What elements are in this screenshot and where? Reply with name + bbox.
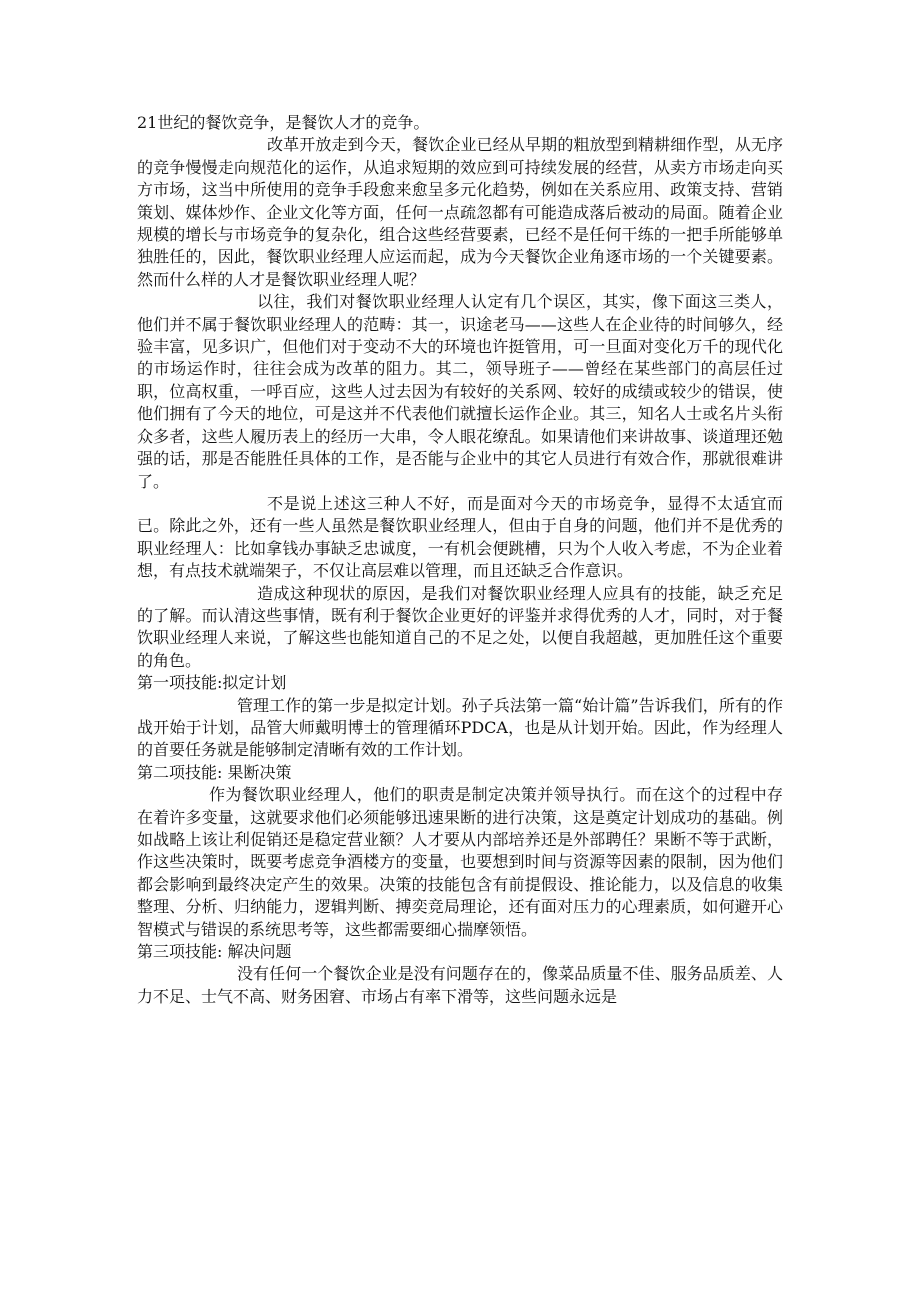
section-heading-3: 第三项技能: 解决问题 xyxy=(137,942,292,962)
paragraph-planning: 管理工作的第一步是拟定计划。孙子兵法第一篇“始计篇”告诉我们，所有的作战开始于计划，品管大师戴明博士的管理循环PDCA，也是从计划开始。因此，作为经理人的首要任务就是能够制定清晰有效的工作计划。 xyxy=(137,695,783,760)
paragraph-reform: 改革开放走到今天，餐饮企业已经从早期的粗放型到精耕细作型，从无序的竞争慢慢走向规范化的运作，从追求短期的效应到可持续发展的经营，从卖方市场走向买方市场，这当中所使用的竞争手段愈来愈呈多元化趋势，例如在关系应用、政策支持、营销策划、媒体炒作、企业文化等方面，任何一点疏忽都有可能造成落后被动的局面。随着企业规模的增长与市场竞争的复杂化，组合这些经营要素，已经不是任何干练的一把手所能够单独胜任的，因此，餐饮职业经理人应运而起，成为今天餐饮企业角逐市场的一个关键要素。然而什么样的人才是餐饮职业经理人呢？ xyxy=(137,135,783,289)
section-heading-2: 第二项技能: 果断决策 xyxy=(137,762,292,782)
paragraph-misconceptions: 以往，我们对餐饮职业经理人认定有几个误区，其实，像下面这三类人，他们并不属于餐饮职业经理人的范畴：其一，识途老马——这些人在企业待的时间够久，经验丰富，见多识广，但他们对于变动不大的环境也许挺管用，可一旦面对变化万千的现代化的市场运作时，往往会成为改革的阻力。其二，领导班子——曾经在某些部门的高层任过职，位高权重，一呼百应，这些人过去因为有较好的关系网、较好的成绩或较少的错误，使他们拥有了今天的地位，可是这并不代表他们就擅长运作企业。其三，知名人士或名片头衔众多者，这些人履历表上的经历一大串，令人眼花缭乱。如果请他们来讲故事、谈道理还勉强的话，那是否能胜任具体的工作，是否能与企业中的其它人员进行有效合作，那就很难讲了。 xyxy=(137,292,783,491)
paragraph-problem-solving: 没有任何一个餐饮企业是没有问题存在的，像菜品质量不佳、服务品质差、人力不足、士气不高、财务困窘、市场占有率下滑等，这些问题永远是 xyxy=(137,964,783,1006)
section-heading-1: 第一项技能:拟定计划 xyxy=(137,673,287,693)
paragraph-causes: 造成这种现状的原因，是我们对餐饮职业经理人应具有的技能，缺乏充足的了解。而认清这些事情，既有利于餐饮企业更好的评鉴并求得优秀的人才，同时，对于餐饮职业经理人来说，了解这些也能知道自己的不足之处，以便自我超越，更加胜任这个重要的角色。 xyxy=(137,583,783,670)
document-body xyxy=(137,112,783,1008)
intro-line: 21世纪的餐饮竞争，是餐饮人才的竞争。 xyxy=(137,113,430,132)
paragraph-decision: 作为餐饮职业经理人，他们的职责是制定决策并领导执行。而在这个的过程中存在着许多变量，这就要求他们必须能够迅速果断的进行决策，这是奠定计划成功的基础。例如战略上该让利促销还是稳定营业额？人才要从内部培养还是外部聘任？果断不等于武断，作这些决策时，既要考虑竞争酒楼方的变量，也要想到时间与资源等因素的限制，因为他们都会影响到最终决定产生的效果。决策的技能包含有前提假设、推论能力，以及信息的收集整理、分析、归纳能力，逻辑判断、搏奕竞局理论，还有面对压力的心理素质，如何避开心智模式与错误的系统思考等，这些都需要细心揣摩领悟。 xyxy=(137,785,783,939)
paragraph-problems: 不是说上述这三种人不好，而是面对今天的市场竞争，显得不太适宜而已。除此之外，还有一些人虽然是餐饮职业经理人，但由于自身的问题，他们并不是优秀的职业经理人：比如拿钱办事缺乏忠诚度，一有机会便跳槽，只为个人收入考虑，不为企业着想，有点技术就端架子，不仅让高层难以管理，而且还缺乏合作意识。 xyxy=(137,493,783,581)
